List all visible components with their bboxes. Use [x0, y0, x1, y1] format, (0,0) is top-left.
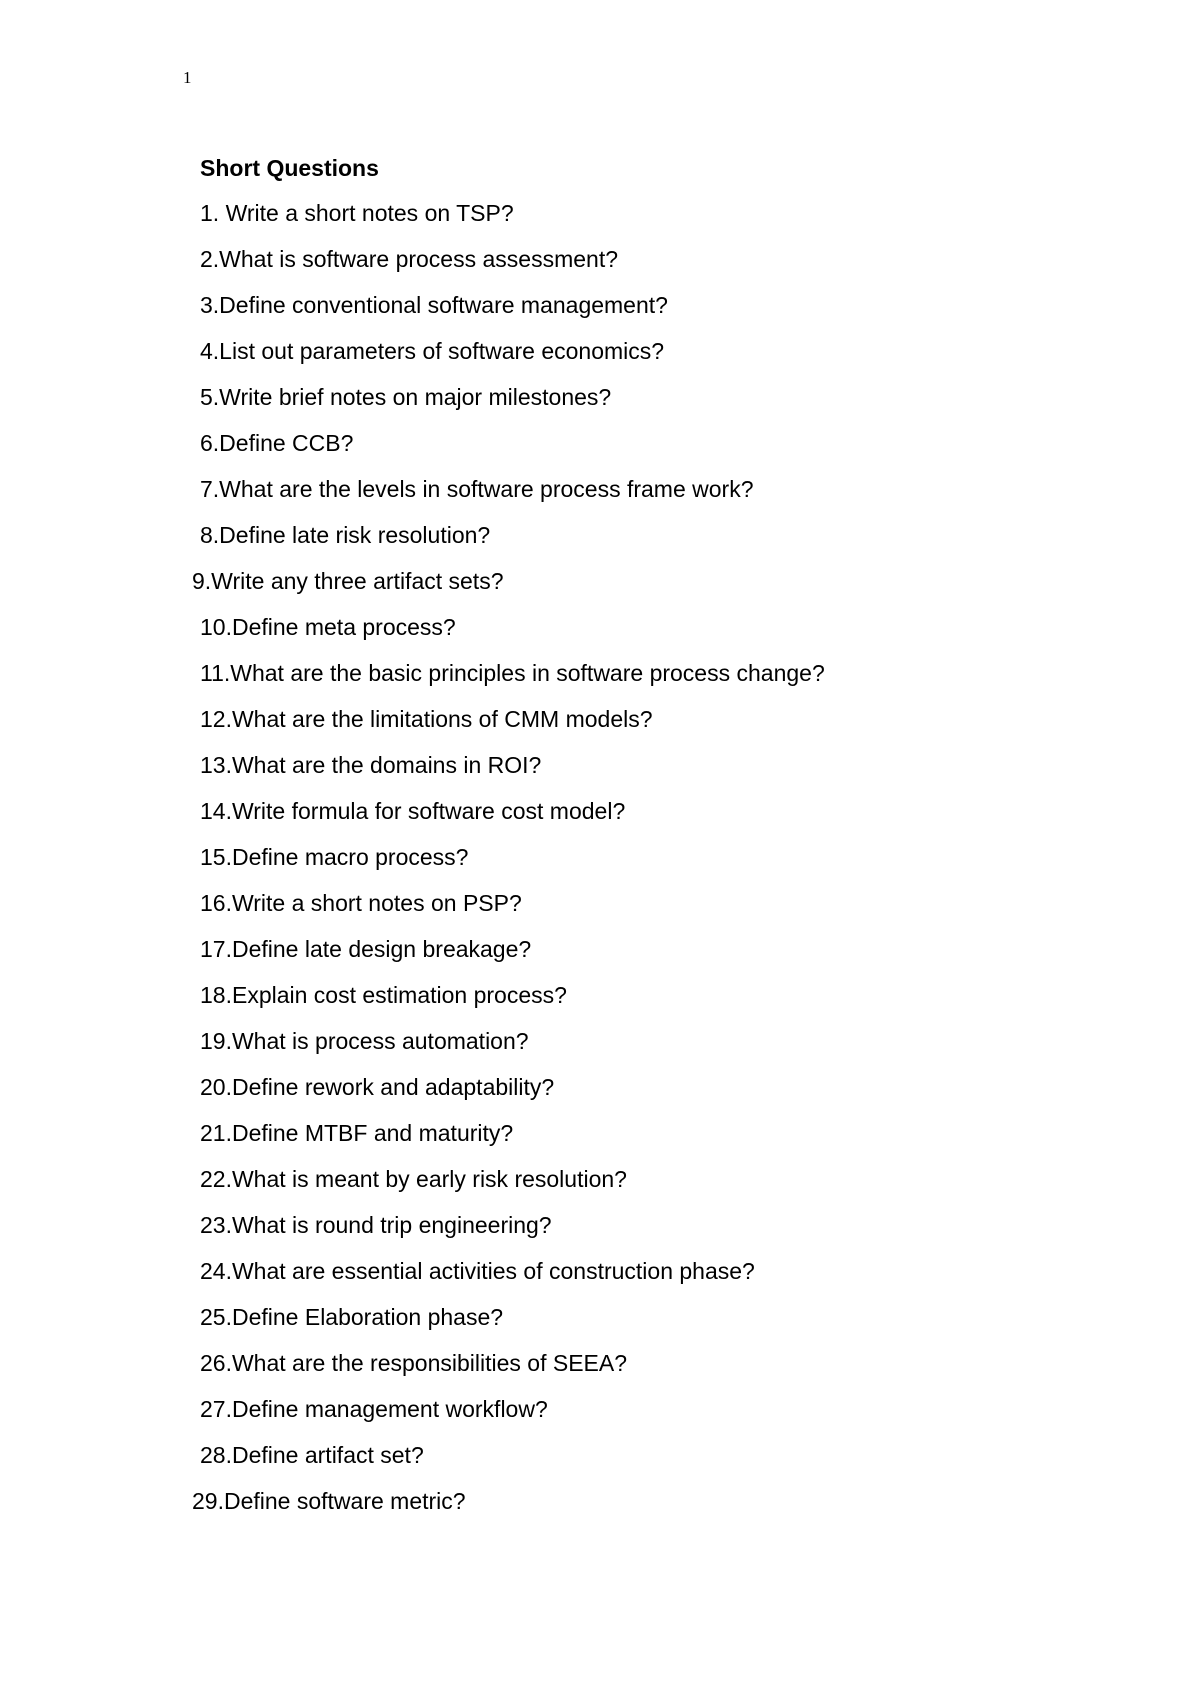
- question-item: 20.Define rework and adaptability?: [200, 1074, 555, 1100]
- question-item: 5.Write brief notes on major milestones?: [200, 384, 612, 410]
- question-item: 24.What are essential activities of construction phase?: [200, 1258, 755, 1284]
- question-item: 28.Define artifact set?: [200, 1442, 424, 1468]
- question-item: 15.Define macro process?: [200, 844, 469, 870]
- question-item: 14.Write formula for software cost model?: [200, 798, 626, 824]
- question-item: 16.Write a short notes on PSP?: [200, 890, 522, 916]
- question-item: 12.What are the limitations of CMM models?: [200, 706, 653, 732]
- question-item: 4.List out parameters of software economics?: [200, 338, 665, 364]
- question-item: 27.Define management workflow?: [200, 1396, 548, 1422]
- question-item: 2.What is software process assessment?: [200, 246, 618, 272]
- question-item: 3.Define conventional software management?: [200, 292, 668, 318]
- question-item: 21.Define MTBF and maturity?: [200, 1120, 514, 1146]
- question-item: 10.Define meta process?: [200, 614, 456, 640]
- question-item: 22.What is meant by early risk resolution?: [200, 1166, 627, 1192]
- question-item: 9.Write any three artifact sets?: [192, 568, 504, 594]
- page-title: Short Questions: [200, 155, 379, 181]
- page-number: 1: [183, 68, 192, 87]
- question-item: 17.Define late design breakage?: [200, 936, 532, 962]
- question-item: 7.What are the levels in software process frame work?: [200, 476, 754, 502]
- question-item: 1. Write a short notes on TSP?: [200, 200, 514, 226]
- question-item: 18.Explain cost estimation process?: [200, 982, 567, 1008]
- question-item: 13.What are the domains in ROI?: [200, 752, 542, 778]
- question-item: 23.What is round trip engineering?: [200, 1212, 552, 1238]
- question-item: 25.Define Elaboration phase?: [200, 1304, 504, 1330]
- question-item: 8.Define late risk resolution?: [200, 522, 491, 548]
- question-item: 6.Define CCB?: [200, 430, 354, 456]
- question-item: 26.What are the responsibilities of SEEA?: [200, 1350, 628, 1376]
- question-item: 11.What are the basic principles in software process change?: [200, 660, 825, 686]
- question-item: 29.Define software metric?: [192, 1488, 466, 1514]
- question-item: 19.What is process automation?: [200, 1028, 529, 1054]
